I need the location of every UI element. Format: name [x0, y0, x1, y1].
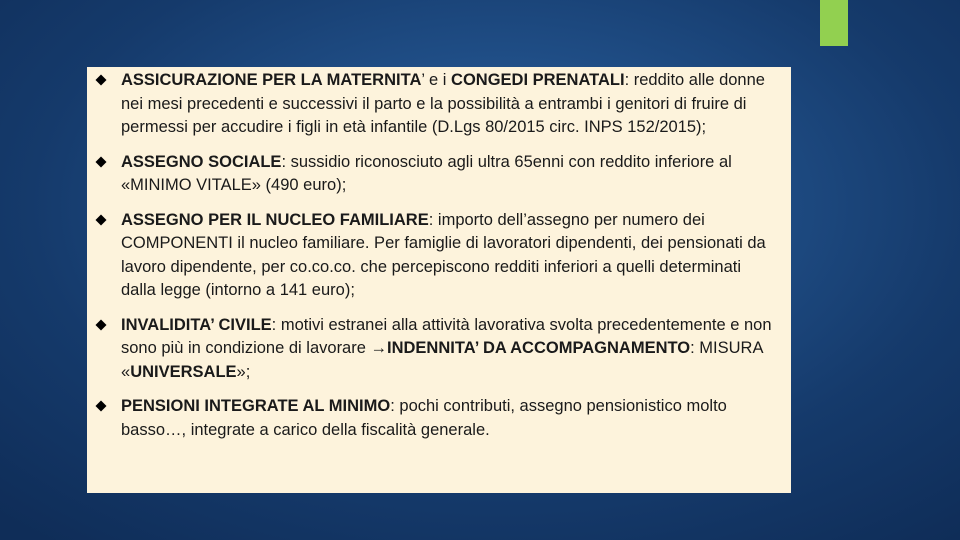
diamond-bullet-icon: [95, 156, 106, 167]
item-text: ’ e i: [421, 71, 452, 89]
list-item-pensioni-integrate: [87, 395, 791, 442]
item-text: : importo dell’assegno per numero dei COMPONENTI il nucleo familiare. Per famiglie di lavoratori dipendenti, dei pensionati da lavoro dipendente, per co.co.co. che percepiscono redditi inferiori a quelli determinati dalla legge (intorno a 141 euro);: [121, 210, 766, 299]
item-text-2: : MISURA «: [121, 339, 763, 381]
item-text: : sussidio riconosciuto agli ultra 65enni con reddito inferiore al «MINIMO VITALE» (490 euro);: [121, 152, 732, 194]
item-text-2: : reddito alle donne nei mesi precedenti e successivi il parto e la possibilità a entrambi i genitori di fruire di permessi per accudire i figli in età infantile (D.Lgs 80/2015 circ. INPS 152/2015);: [121, 71, 765, 136]
item-heading: INVALIDITA’ CIVILE: [121, 315, 272, 334]
diamond-bullet-icon: [95, 400, 106, 411]
accent-bar: [820, 0, 848, 46]
item-text: : pochi contributi, assegno pensionistico molto basso…, integrate a carico della fiscalità generale.: [121, 397, 727, 439]
list-item-nucleo-familiare: [87, 209, 791, 303]
item-heading: ASSEGNO PER IL NUCLEO FAMILIARE: [121, 210, 429, 229]
item-heading-3: UNIVERSALE: [130, 362, 237, 381]
list-item-assegno-sociale: [87, 151, 791, 198]
item-heading: ASSICURAZIONE PER LA MATERNITA: [121, 71, 422, 89]
item-text-3: »;: [236, 362, 251, 381]
diamond-bullet-icon: [95, 319, 106, 330]
list-item-maternita: [87, 69, 791, 140]
item-text: : motivi estranei alla attività lavorativa svolta precedentemente e non sono più in condizione di lavorare →: [121, 315, 772, 357]
list-item-invalidita-civile: [87, 314, 791, 385]
content-box: [87, 67, 791, 493]
item-heading-2: INDENNITA’ DA ACCOMPAGNAMENTO: [387, 339, 691, 357]
bullet-list: [87, 67, 791, 440]
diamond-bullet-icon: [95, 74, 106, 85]
diamond-bullet-icon: [95, 214, 106, 225]
item-heading-2: CONGEDI PRENATALI: [451, 71, 625, 89]
item-heading: PENSIONI INTEGRATE AL MINIMO: [121, 397, 391, 415]
item-heading: ASSEGNO SOCIALE: [121, 152, 282, 171]
